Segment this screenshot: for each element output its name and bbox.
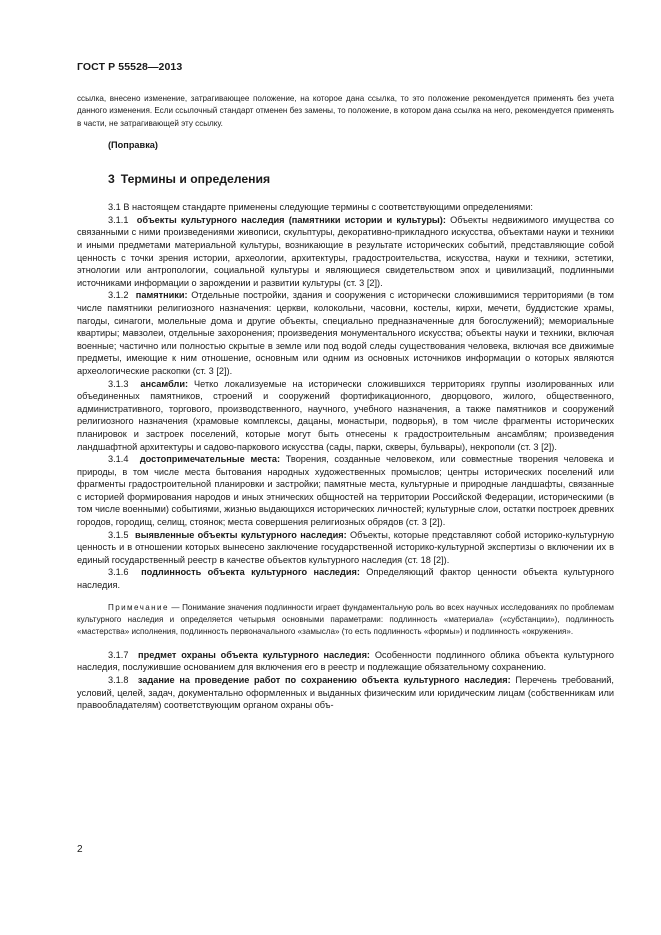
term-name: достопримечательные места: [139, 454, 281, 465]
term-name: подлинность объекта культурного наследия: [141, 567, 360, 578]
term-3-1-5 [77, 529, 614, 567]
document-id: ГОСТ Р 55528—2013 [77, 61, 183, 73]
term-definition: Творения, созданные человеком, или совместные творения человека и природы, в том числе места бытования народных художественных промыслов; центры исторических поселений или фрагменты градостроительной планировки и застройки; памятные места, культурные и природные ландшафты, связанные с историей формирования народов и иных этнических общностей на территории Российской Федерации, историческими (в том числе военными) событиями, жизнью выдающихся исторических личностей; культурные слои, остатки построек древних городов, городищ, селищ, стоянок; места совершения религиозных обрядов (ст. 3 [2]). [77, 454, 614, 528]
term-number: 3.1.4 [108, 454, 129, 465]
term-3-1-1 [77, 214, 614, 290]
term-name: предмет охраны объекта культурного наследия: [138, 649, 370, 660]
term-number: 3.1.3 [108, 378, 129, 389]
term-number: 3.1.5 [108, 529, 129, 540]
section-heading [77, 171, 614, 187]
amendment-label: (Поправка) [108, 140, 158, 151]
intro-paragraph: ссылка, внесено изменение, затрагивающее положение, на которое дана ссылка, то это положение рекомендуется применять без учета данного изменения. Если ссылочный стандарт отменен без замены, то положение, в котором дана ссылка на него, рекомендуется применять в части, не затрагивающей эту ссылку. [77, 94, 614, 128]
page-number: 2 [77, 844, 83, 855]
term-number: 3.1.7 [108, 649, 129, 660]
term-name: ансамбли: [140, 378, 189, 389]
page-content [77, 93, 614, 712]
term-name: выявленные объекты культурного наследия: [135, 529, 347, 540]
term-definition: Объекты, которые представляют собой историко-культурную ценность и в отношении которых вынесено заключение государственной историко-культурной экспертизы о включении их в единый государственный реестр в качестве объектов культурного наследия (ст. 18 [2]). [77, 529, 614, 565]
term-3-1-3 [77, 378, 614, 454]
section-number: 3 [108, 172, 115, 187]
term-definition: Особенности подлинного облика объекта культурного наследия, послужившие основанием для включения его в реестр и подлежащие обязательному сохранению. [77, 649, 615, 673]
term-number: 3.1.6 [108, 567, 129, 578]
term-3-1-2 [77, 289, 614, 377]
term-definition: Четко локализуемые на исторически сложившихся территориях группы изолированных или объединенных памятников, строений и сооружений фортификационного, дворцового, жилого, общественного, административного, торгового, производственного, научного, учебного назначения, а также памятников и сооружений религиозного назначения (храмовые комплексы, дацаны, монастыри, подворья), в том числе фрагменты исторических планировок и застроек поселений, которые могут быть отнесены к градостроительным ансамблям; произведения ландшафтной архитектуры и садово-паркового искусства (сады, парки, скверы, бульвары), некрополи (ст. 3 [2]). [77, 378, 614, 452]
term-definition: Объекты недвижимого имущества со связанными с ними произведениями живописи, скульптуры, декоративно-прикладного искусства, объектами науки и техники и иными предметами материальной культуры, возникающие в результате исторических событий, представляющие собой ценность с точки зрения истории, археологии, архитектуры, градостроительства, искусства, науки и техники, эстетики, этнологии или антропологии, социальной культуры и являющиеся свидетельством эпох и цивилизаций, подлинными источниками информации о зарождении и развитии культуры (ст. 3 [2]). [77, 214, 614, 288]
term-definition: Отдельные постройки, здания и сооружения с исторически сложившимися территориями (в том числе памятники религиозного назначения: церкви, колокольни, часовни, костелы, кирхи, мечети, буддистские храмы, пагоды, синагоги, молельные дома и другие объекты, специально предназначенные для богослужений); мемориальные квартиры; мавзолеи, отдельные захоронения; произведения монументального искусства; объекты науки и техники, включая военные; частично или полностью скрытые в земле или под водой следы существования человека, включая все движимые предметы, имеющие к ним отношение, основным или одним из основных источников информации о которых являются археологические раскопки (ст. 3 [2]). [77, 290, 614, 376]
term-3-1-8 [77, 674, 614, 712]
term-definition: Определяющий фактор ценности объекта культурного наследия. [77, 567, 614, 591]
term-number: 3.1.8 [108, 675, 129, 686]
note-text: — Понимание значения подлинности играет фундаментальную роль во всех научных исследованиях по проблемам культурного наследия и определяется четырьмя основными параметрами: подлинность «материала» («субстанции»), подлинность «мастерства» исполнения, подлинность первоначального «замысла» (то есть подлинность «формы») и подлинность «окружения». [77, 602, 614, 637]
term-number: 3.1.1 [108, 214, 129, 225]
term-name: объекты культурного наследия (памятники истории и культуры): [136, 214, 446, 225]
term-number: 3.1.2 [108, 290, 129, 301]
term-3-1-6 [77, 566, 614, 591]
term-3-1-7 [77, 649, 614, 674]
section-title: Термины и определения [120, 172, 271, 187]
term-name: памятники: [135, 290, 188, 301]
term-definition: Перечень требований, условий, целей, задач, документально оформленных и выданных физическим или юридическим лицам (собственникам или правообладателям) соответствующим органом охраны объ- [77, 675, 614, 711]
note-heading: Примечание [108, 602, 169, 612]
term-name: задание на проведение работ по сохранению объекта культурного наследия: [137, 675, 511, 686]
note-paragraph [77, 602, 614, 639]
term-3-1-4 [77, 453, 614, 529]
clause-3-1: 3.1 В настоящем стандарте применены следующие термины с соответствующими определениями: [108, 202, 533, 213]
